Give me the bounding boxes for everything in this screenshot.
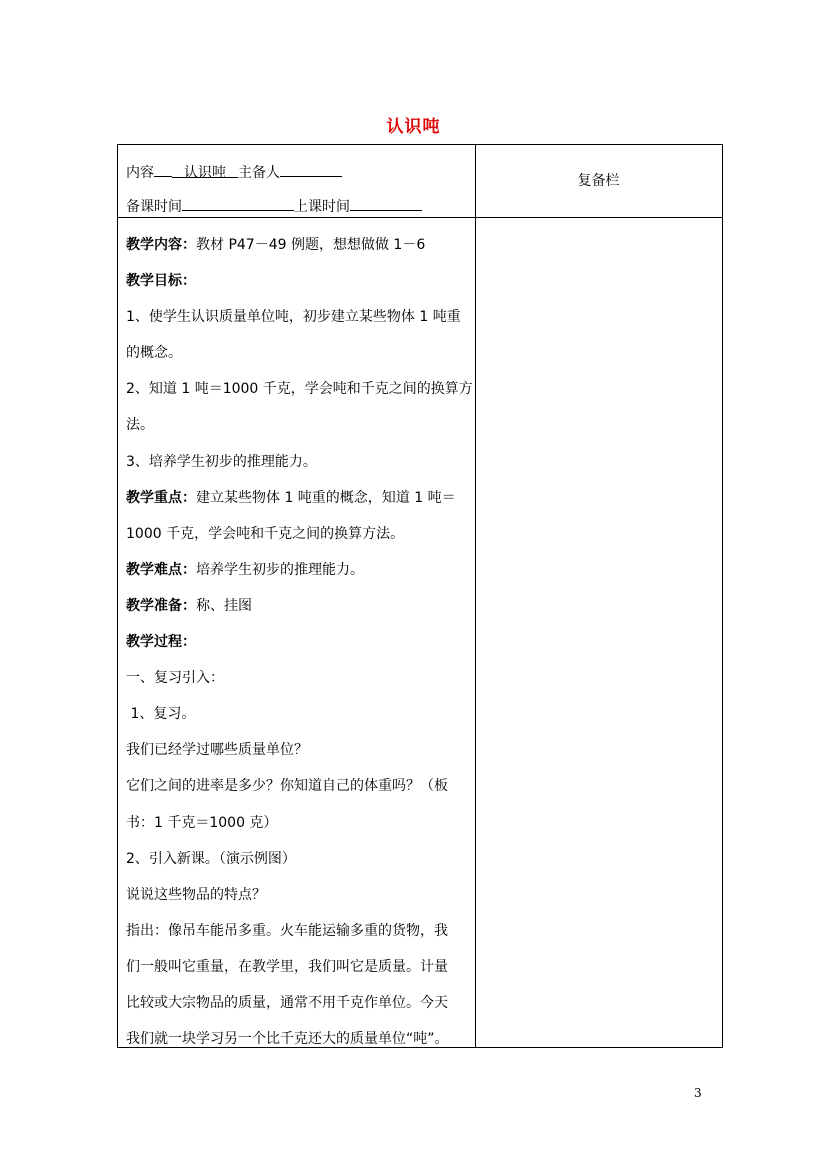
content-value: 认识吨	[172, 162, 238, 178]
body-line	[126, 371, 471, 407]
body-line	[126, 732, 471, 768]
line-text: 2、引入新课。（演示例图）	[126, 850, 296, 867]
section-label: 教学难点：	[126, 561, 196, 578]
header-time-line	[126, 195, 422, 216]
line-text: 比较或大宗物品的质量，通常不用千克作单位。今天	[126, 994, 448, 1011]
section-label: 教学目标：	[126, 273, 196, 290]
line-text: 教材 P47－49 例题，想想做做 1－6	[196, 237, 426, 253]
section-label: 教学准备：	[126, 597, 196, 614]
body-line	[126, 696, 471, 732]
prep-time-label: 备课时间	[126, 199, 182, 215]
body-line	[126, 660, 471, 696]
body-line	[126, 985, 471, 1021]
body-line	[126, 480, 471, 516]
host-value	[280, 161, 342, 177]
prep-time-value	[182, 195, 294, 211]
line-text: 们一般叫它重量，在教学里，我们叫它是质量。计量	[126, 958, 448, 975]
line-text: 称、挂图	[196, 597, 252, 614]
body-line	[126, 588, 471, 624]
body-line	[126, 768, 471, 804]
section-label: 教学过程：	[126, 634, 196, 651]
line-text: 一、复习引入：	[126, 670, 224, 687]
lesson-body	[126, 227, 471, 1057]
line-text: 法。	[126, 417, 154, 434]
line-text: 培养学生初步的推理能力。	[196, 561, 364, 578]
line-text: 3、培养学生初步的推理能力。	[126, 453, 317, 470]
body-line	[126, 552, 471, 588]
review-column-header: 复备栏	[577, 173, 620, 189]
line-text: 指出：像吊车能吊多重。火车能运输多重的货物，我	[126, 922, 448, 939]
body-line	[126, 841, 471, 877]
page-number: 3	[694, 1086, 702, 1100]
body-line	[126, 949, 471, 985]
body-line	[126, 877, 471, 913]
class-time-label: 上课时间	[294, 199, 350, 215]
class-time-value	[350, 195, 422, 211]
line-text: 建立某些物体 1 吨重的概念，知道 1 吨＝	[196, 489, 456, 506]
line-text: 1、使学生认识质量单位吨，初步建立某些物体 1 吨重	[126, 309, 461, 326]
body-line	[126, 805, 471, 841]
section-label: 教学重点：	[126, 489, 196, 506]
body-line	[126, 1021, 471, 1057]
body-line	[126, 263, 471, 299]
document-title: 认识吨	[386, 117, 441, 137]
row-divider	[118, 217, 722, 218]
body-line	[126, 444, 471, 480]
line-text: 1000 千克，学会吨和千克之间的换算方法。	[126, 525, 405, 542]
line-text: 我们已经学过哪些质量单位？	[126, 742, 308, 759]
body-line	[126, 227, 471, 263]
body-line	[126, 407, 471, 443]
body-line	[126, 913, 471, 949]
body-line	[126, 299, 471, 335]
line-text: 1、复习。	[126, 706, 196, 723]
body-line	[126, 335, 471, 371]
section-label: 教学内容：	[126, 237, 196, 253]
line-text: 的概念。	[126, 345, 182, 362]
lesson-table	[117, 144, 723, 1048]
body-line	[126, 516, 471, 552]
body-line	[126, 624, 471, 660]
header-content-line	[126, 161, 342, 182]
line-text: 它们之间的进率是多少？你知道自己的体重吗？（板	[126, 778, 448, 795]
host-label: 主备人	[238, 165, 280, 181]
line-text: 说说这些物品的特点？	[126, 886, 266, 903]
content-label: 内容	[126, 165, 154, 181]
line-text: 2、知道 1 吨＝1000 千克，学会吨和千克之间的换算方	[126, 381, 473, 398]
line-text: 书：1 千克＝1000 克）	[126, 814, 278, 831]
column-divider	[475, 145, 476, 1047]
line-text: 我们就一块学习另一个比千克还大的质量单位“吨”。	[126, 1031, 449, 1048]
